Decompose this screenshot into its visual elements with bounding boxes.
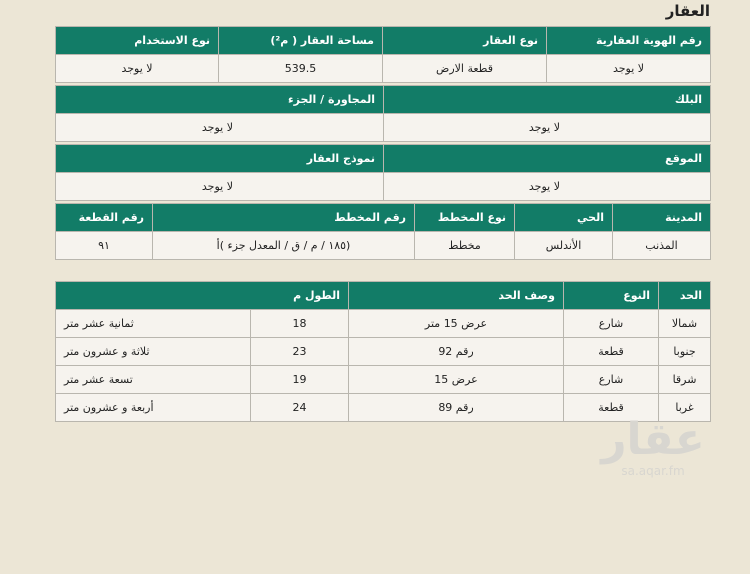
- value-plan-number: (١٨٥ / م / ق / المعدل جزء )أ: [153, 232, 415, 260]
- header-property-area: مساحة العقار ( م²): [219, 27, 383, 55]
- value-usage-type: لا يوجد: [56, 55, 219, 83]
- cell-length-words: ثلاثة و عشرون متر: [56, 338, 251, 366]
- cell-length-words: أربعة و عشرون متر: [56, 394, 251, 422]
- cell-border-type: شارع: [564, 366, 659, 394]
- table-row: [56, 366, 711, 394]
- cell-length-number: 18: [251, 310, 349, 338]
- cell-length-number: 23: [251, 338, 349, 366]
- header-block: البلك: [384, 86, 711, 114]
- cell-border-description: عرض 15 متر: [349, 310, 564, 338]
- location-table: [55, 144, 711, 201]
- header-property-model: نموذج العقار: [56, 145, 384, 173]
- header-plot-number: رقم القطعة: [56, 204, 153, 232]
- value-block: لا يوجد: [384, 114, 711, 142]
- header-location: الموقع: [384, 145, 711, 173]
- cell-length-number: 19: [251, 366, 349, 394]
- value-property-model: لا يوجد: [56, 173, 384, 201]
- table-row: [56, 394, 711, 422]
- header-district: الحي: [515, 204, 613, 232]
- header-city: المدينة: [613, 204, 711, 232]
- cell-border-description: عرض 15: [349, 366, 564, 394]
- table-row: [56, 310, 711, 338]
- value-location: لا يوجد: [384, 173, 711, 201]
- cell-length-words: ثمانية عشر متر: [56, 310, 251, 338]
- value-neighborhood-part: لا يوجد: [56, 114, 384, 142]
- watermark-url: sa.aqar.fm: [621, 464, 685, 478]
- value-property-id: لا يوجد: [547, 55, 711, 83]
- cell-border-type: شارع: [564, 310, 659, 338]
- header-property-id: رقم الهوية العقارية: [547, 27, 711, 55]
- page-title: العقار: [665, 2, 710, 20]
- header-property-type: نوع العقار: [383, 27, 547, 55]
- aqar-watermark: [588, 414, 718, 478]
- header-border-side: الحد: [659, 282, 711, 310]
- value-property-area: 539.5: [219, 55, 383, 83]
- header-plan-number: رقم المخطط: [153, 204, 415, 232]
- table-row: [56, 338, 711, 366]
- cell-border-description: رقم 89: [349, 394, 564, 422]
- cell-border-type: قطعة: [564, 394, 659, 422]
- header-border-type: النوع: [564, 282, 659, 310]
- value-plot-number: ٩١: [56, 232, 153, 260]
- plan-table: [55, 203, 711, 260]
- cell-border-type: قطعة: [564, 338, 659, 366]
- header-usage-type: نوع الاستخدام: [56, 27, 219, 55]
- cell-border-side: شرقا: [659, 366, 711, 394]
- cell-border-side: غربا: [659, 394, 711, 422]
- cell-border-description: رقم 92: [349, 338, 564, 366]
- value-plan-type: مخطط: [415, 232, 515, 260]
- value-property-type: قطعة الارض: [383, 55, 547, 83]
- property-info-table: [55, 26, 711, 83]
- block-table: [55, 85, 711, 142]
- borders-table: [55, 281, 711, 422]
- header-border-description: وصف الحد: [349, 282, 564, 310]
- header-neighborhood-part: المجاورة / الجزء: [56, 86, 384, 114]
- value-district: الأندلس: [515, 232, 613, 260]
- value-city: المذنب: [613, 232, 711, 260]
- header-border-length: الطول م: [56, 282, 349, 310]
- header-plan-type: نوع المخطط: [415, 204, 515, 232]
- aqar-logo: عقار: [601, 414, 705, 465]
- cell-border-side: شمالا: [659, 310, 711, 338]
- cell-length-words: تسعة عشر متر: [56, 366, 251, 394]
- cell-length-number: 24: [251, 394, 349, 422]
- cell-border-side: جنوبا: [659, 338, 711, 366]
